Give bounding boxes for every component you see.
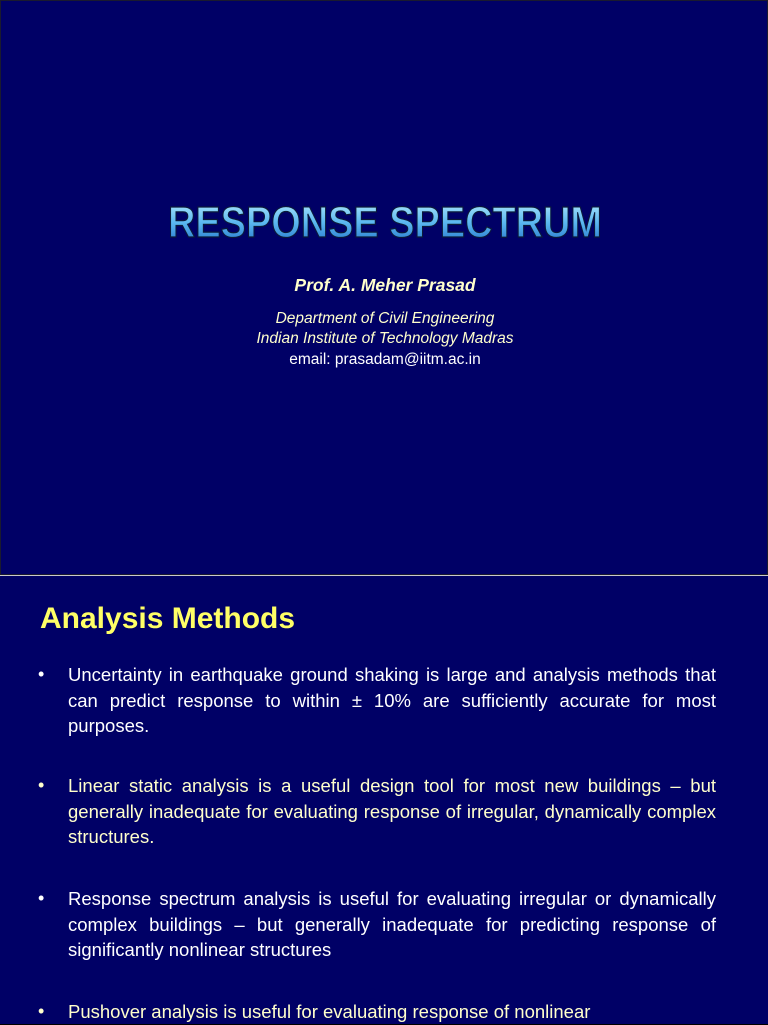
bullet-text: Pushover analysis is useful for evaluating response of nonlinear (68, 1001, 591, 1022)
author-name: Prof. A. Meher Prasad (294, 275, 476, 295)
slide-title-graphic (1, 189, 768, 253)
slide-title (1, 189, 768, 253)
department-line: Department of Civil Engineering (275, 310, 495, 327)
section-heading: Analysis Methods (40, 602, 296, 635)
slide-title-text: RESPONSE SPECTRUM (168, 198, 602, 247)
bullet-dot: • (38, 775, 45, 795)
bullet-dot: • (38, 664, 45, 684)
email-line: email: prasadam@iitm.ac.in (289, 351, 481, 368)
bullet-dot: • (38, 1001, 45, 1021)
bullet-text: Uncertainty in earthquake ground shaking is large and analysis methods that can predict response to within ± 10% are sufficiently accurate for most purposes. (68, 664, 716, 736)
bullet-text: Linear static analysis is a useful design tool for most new buildings – but generally inadequate for evaluating response of irregular, dynamically complex structures. (68, 775, 716, 847)
bullet-text: Response spectrum analysis is useful for evaluating irregular or dynamically complex buildings – but generally inadequate for predicting response of significantly nonlinear structures (68, 888, 716, 960)
institute-line: Indian Institute of Technology Madras (256, 330, 514, 347)
bullet-dot: • (38, 888, 45, 908)
